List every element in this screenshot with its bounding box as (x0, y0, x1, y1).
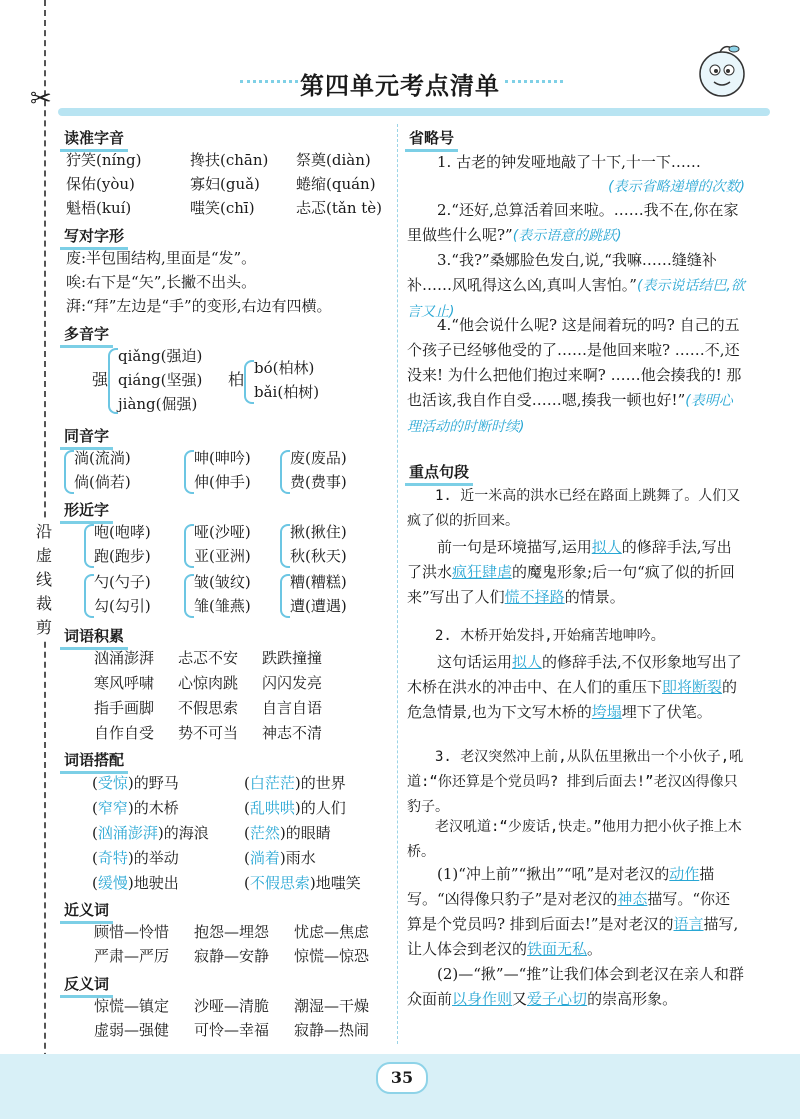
collocation-item: (奇特)的举动 (92, 849, 179, 867)
section-heading-ellipsis: 省略号 (405, 126, 458, 152)
brace (184, 450, 194, 494)
collocation-answer: 奇特 (97, 849, 128, 867)
collocation-item: (汹涌澎湃)的海浪 (92, 824, 209, 842)
homophone-item: 倘(倘若) (74, 473, 131, 491)
similar-char-item: 秋(秋天) (290, 547, 347, 565)
vocab-item: 神志不清 (262, 724, 323, 742)
collocation-item: (茫然)的眼睛 (244, 824, 331, 842)
similar-char-item: 咆(咆哮) (94, 523, 151, 541)
analysis-1: 前一句是环境描写,运用拟人的修辞手法,写出了洪水疯狂肆虐的魔鬼形象;后一句“疯了似的折回来”写出了人们慌不择路的情景。 (407, 538, 735, 606)
collocation-item: (乱哄哄)的人们 (244, 799, 346, 817)
synonym-pair: 惊慌—惊恐 (294, 947, 370, 965)
pronunciation-item: 保佑(yòu) (66, 175, 135, 193)
pronunciation-item: 忐忑(tǎn tè) (296, 199, 383, 217)
collocation-answer: 白茫茫 (249, 774, 295, 792)
collocation-answer: 汹涌澎湃 (97, 824, 158, 842)
antonym-pair: 虚弱—强健 (94, 1021, 170, 1039)
collocation-answer: 缓慢 (97, 874, 128, 892)
antonym-pair: 潮湿—干燥 (294, 997, 370, 1015)
collocation-answer: 淌着 (249, 849, 280, 867)
brace (244, 360, 254, 404)
collocation-item: (受惊)的野马 (92, 774, 179, 792)
brace (84, 524, 94, 568)
brace (184, 574, 194, 618)
pronunciation-item: 祭奠(diàn) (296, 151, 371, 169)
similar-char-item: 跑(跑步) (94, 547, 151, 565)
similar-char-item: 亚(亚洲) (194, 547, 251, 565)
pronunciation-item: 寡妇(guǎ) (190, 175, 260, 193)
vocab-item: 寒风呼啸 (94, 674, 155, 692)
section-heading-pronunciation: 读准字音 (60, 126, 128, 152)
brace (280, 574, 290, 618)
homophone-item: 呻(呻吟) (194, 449, 251, 467)
pronunciation-item: 魁梧(kuí) (66, 199, 132, 217)
character-note: 唉:右下是“矢”,长撇不出头。 (66, 273, 257, 291)
vocab-item: 自言自语 (262, 699, 323, 717)
ellipsis-example-4: 4.“他会说什么呢? 这是闹着玩的吗? 自己的五个孩子已经够他受的了……是他回来啦? ……不,还没来! 为什么把他们抱过来啊? ……他会揍我的! 那也活该,我自作自受……嗯,揍我一顿也好!”(表明心理活动的时断时续) (407, 316, 742, 435)
synonym-pair: 寂静—安静 (194, 947, 270, 965)
analysis-3: (1)“冲上前”“揪出”“吼”是对老汉的动作描写。“凶得像只豹子”是对老汉的神态描写。“你还算是个党员吗? 排到后面去!”是对老汉的语言描写,让人体会到老汉的铁面无私。 (407, 865, 739, 958)
section-heading-vocabulary: 词语积累 (60, 624, 128, 650)
vocab-item: 心惊肉跳 (178, 674, 239, 692)
analysis-2: 这句话运用拟人的修辞手法,不仅形象地写出了木桥在洪水的冲击中、在人们的重压下即将断裂的危急情景,也为下文写木桥的垮塌埋下了伏笔。 (407, 653, 742, 721)
page-number: 35 (376, 1062, 428, 1094)
brace (84, 574, 94, 618)
homophone-item: 伸(伸手) (194, 473, 251, 491)
mascot-icon (690, 40, 754, 104)
brace (280, 524, 290, 568)
antonym-pair: 沙哑—清脆 (194, 997, 270, 1015)
section-heading-characters: 写对字形 (60, 224, 128, 250)
vocab-item: 势不可当 (178, 724, 239, 742)
synonym-pair: 顾惜—怜惜 (94, 923, 170, 941)
header-bar (58, 108, 770, 116)
brace (64, 450, 74, 494)
collocation-item: (白茫茫)的世界 (244, 774, 346, 792)
scissors-icon: ✂ (30, 84, 52, 114)
section-heading-synonyms: 近义词 (60, 898, 113, 924)
antonym-pair: 惊慌—镇定 (94, 997, 170, 1015)
similar-char-item: 哑(沙哑) (194, 523, 251, 541)
character-note: 湃:“拜”左边是“手”的变形,右边有四横。 (66, 297, 332, 315)
section-heading-key-sentences: 重点句段 (405, 460, 473, 486)
key-sentence-3: 3. 老汉突然冲上前,从队伍里揪出一个小伙子,吼道:“你还算是个党员吗? 排到后面去!”老汉凶得像只豹子。 (407, 749, 744, 815)
key-sentence-2: 2. 木桥开始发抖,开始痛苦地呻吟。 (435, 628, 665, 644)
similar-char-item: 揪(揪住) (290, 523, 347, 541)
collocation-item: (窄窄)的木桥 (92, 799, 179, 817)
brace (108, 348, 118, 414)
section-heading-homophones: 同音字 (60, 424, 113, 450)
similar-char-item: 糟(糟糕) (290, 573, 347, 591)
brace (280, 450, 290, 494)
synonym-pair: 忧虑—焦虑 (294, 923, 370, 941)
similar-char-item: 勾(勾引) (94, 597, 151, 615)
section-heading-polyphones: 多音字 (60, 322, 113, 348)
vocab-item: 不假思索 (178, 699, 239, 717)
antonym-pair: 可怜—幸福 (194, 1021, 270, 1039)
collocation-item: (缓慢)地驶出 (92, 874, 179, 892)
polyphone-reading: bǎi(柏树) (254, 383, 320, 401)
homophone-item: 费(费事) (290, 473, 347, 491)
pronunciation-item: 蜷缩(quán) (296, 175, 376, 193)
vocab-item: 自作自受 (94, 724, 155, 742)
antonym-pair: 寂静—热闹 (294, 1021, 370, 1039)
similar-char-item: 勺(勺子) (94, 573, 151, 591)
collocation-item: (不假思索)地嗤笑 (244, 874, 361, 892)
character-note: 废:半包围结构,里面是“发”。 (66, 249, 257, 267)
collocation-answer: 茫然 (249, 824, 280, 842)
column-divider (397, 124, 398, 1044)
section-heading-collocations: 词语搭配 (60, 748, 128, 774)
polyphone-char: 强 (92, 370, 109, 389)
pronunciation-item: 狞笑(níng) (66, 151, 142, 169)
collocation-answer: 受惊 (97, 774, 128, 792)
synonym-pair: 抱怨—埋怨 (194, 923, 270, 941)
vocab-item: 跌跌撞撞 (262, 649, 323, 667)
section-heading-similar-chars: 形近字 (60, 498, 113, 524)
cut-label: 沿虚线裁剪 (32, 520, 56, 640)
polyphone-char: 柏 (228, 370, 245, 389)
vocab-item: 忐忑不安 (178, 649, 239, 667)
brace (184, 524, 194, 568)
vocab-item: 汹涌澎湃 (94, 649, 155, 667)
synonym-pair: 严肃—严厉 (94, 947, 170, 965)
page-title: 第四单元考点清单 (300, 72, 500, 100)
collocation-item: (淌着)雨水 (244, 849, 316, 867)
key-sentence-1: 1. 近一米高的洪水已经在路面上跳舞了。人们又疯了似的折回来。 (407, 488, 741, 529)
collocation-answer: 窄窄 (97, 799, 128, 817)
homophone-item: 淌(流淌) (74, 449, 131, 467)
similar-char-item: 遭(遭遇) (290, 597, 347, 615)
ellipsis-example-3: 3.“我?”桑娜脸色发白,说,“我嘛……缝缝补补……风吼得这么凶,真叫人害怕。”(表示说话结巴,欲言又止) (407, 251, 745, 320)
similar-char-item: 皱(皱纹) (194, 573, 251, 591)
pronunciation-item: 搀扶(chān) (190, 151, 269, 169)
section-heading-antonyms: 反义词 (60, 972, 113, 998)
polyphone-reading: jiàng(倔强) (118, 395, 198, 413)
vocab-item: 闪闪发亮 (262, 674, 323, 692)
ellipsis-example-2: 2.“还好,总算活着回来啦。……我不在,你在家里做些什么呢?”(表示语意的跳跃) (407, 201, 739, 244)
ellipsis-example-1: 1. 古老的钟发哑地敲了十下,十一下…… (437, 153, 701, 171)
polyphone-reading: bó(柏林) (254, 359, 315, 377)
key-sentence-3b: 老汉吼道:“少废话,快走。”他用力把小伙子推上木桥。 (407, 819, 742, 860)
analysis-4: (2)—“揪”—“推”让我们体会到老汉在亲人和群众面前以身作则又爱子心切的崇高形象。 (407, 965, 744, 1008)
ellipsis-note-1: (表示省略递增的次数) (608, 179, 745, 195)
vocab-item: 指手画脚 (94, 699, 155, 717)
polyphone-reading: qiáng(坚强) (118, 371, 203, 389)
homophone-item: 废(废品) (290, 449, 347, 467)
similar-char-item: 雏(雏燕) (194, 597, 251, 615)
pronunciation-item: 嗤笑(chī) (190, 199, 255, 217)
polyphone-reading: qiǎng(强迫) (118, 347, 203, 365)
collocation-answer: 乱哄哄 (249, 799, 295, 817)
collocation-answer: 不假思索 (249, 874, 310, 892)
